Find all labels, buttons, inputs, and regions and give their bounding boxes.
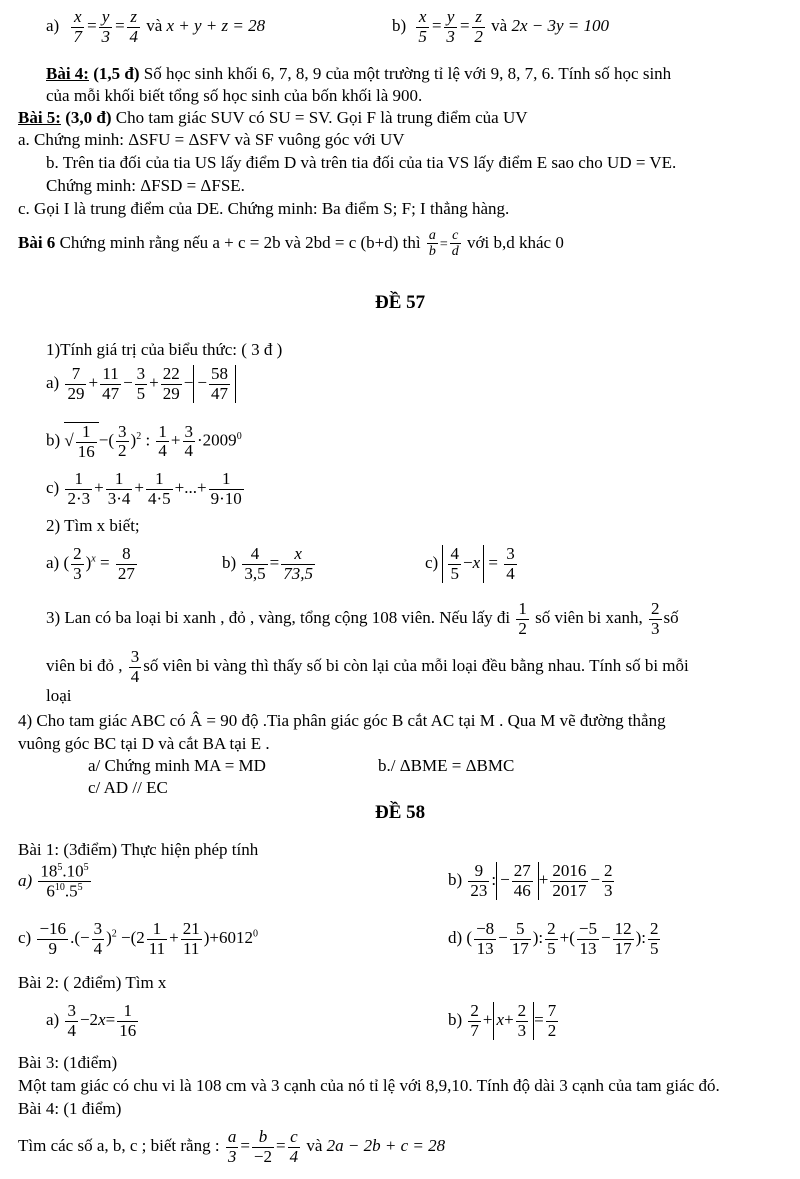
bai5-b1: b. Trên tia đối của tia US lấy điểm D và trên tia đối của tia VS lấy điểm E sao cho UD = VE. [46, 153, 677, 172]
top-a-row [46, 8, 265, 46]
de57-q4-a: a/ Chứng minh MA = MD [88, 756, 266, 775]
bai5-a: a. Chứng minh: ΔSFU = ΔSFV và SF vuông góc với UV [18, 130, 405, 149]
de57-q4-line1: 4) Cho tam giác ABC có Â = 90 độ .Tia phân giác góc B cắt AC tại M . Qua M vẽ đường thẳng [18, 711, 666, 730]
de57-q1c: c) $\frac{1}{2\cdot 3}$ + $\frac{1}{3\cdot 4}$ + $\frac{1}{4\cdot 5}$ +...+ $\frac{1}{9\cdot 10}$ [46, 469, 242, 508]
bai6-line: Bài 6 Chứng minh rằng nếu a + c = 2b và 2bd = c (b+d) thì $\frac{a}{b}$ = $\frac{c}{d}$ với b,d khác 0 [18, 228, 564, 260]
bai4-text2: của mỗi khối biết tổng số học sinh của bốn khối là 900. [46, 86, 423, 105]
de57-q3-line2: viên bi đỏ , $\frac{3}{4}$ số viên bi vàng thì thấy số bi còn lại của mỗi loại đều bằng nhau. Tính số bi mỗi [46, 647, 689, 686]
de57-heading: ĐỀ 57 [375, 292, 426, 313]
bai4-points: (1,5 đ) [93, 64, 140, 83]
de57-q4-line2: vuông góc BC tại D và cắt BA tại E . [18, 734, 270, 753]
de58-b1b: b) $\frac{9}{23}$ : − $\frac{27}{46}$ + $\frac{2016}{2017}$ − $\frac{2}{3}$ [448, 861, 613, 900]
de58-b2a: a) $\frac{3}{4}$ −2x= $\frac{1}{16}$ [46, 1001, 137, 1040]
q3-text5: số viên bi vàng thì thấy số bi còn lại của mỗi loại đều bằng nhau. Tính số bi mỗi [143, 656, 689, 676]
bai6-title: Bài 6 [18, 232, 56, 252]
math-a-eq: $\frac{x}{7}$ = $\frac{y}{3}$ = $\frac{z}{4}$ [73, 7, 138, 46]
and-word: và [491, 16, 508, 36]
math-bai6-frac: $\frac{a}{b}$ [428, 228, 436, 260]
bai4-title: Bài 4: [46, 64, 89, 83]
de58-b3-text: Một tam giác có chu vi là 108 cm và 3 cạnh của nó tỉ lệ với 8,9,10. Tính độ dài 3 cạnh của tam giác đó. [18, 1076, 720, 1095]
de58-b1d: d) ( $\frac{-8}{13}$ − $\frac{5}{17}$ ): $\frac{2}{5}$ +( $\frac{-5}{13}$ − $\frac{12}{17}$ ): $\frac{2}{5}$ [448, 919, 659, 958]
de57-q1a: a) $\frac{7}{29}$ + $\frac{11}{47}$ − $\frac{3}{5}$ + $\frac{22}{29}$ − − $\frac{58}{47}$ [46, 365, 236, 403]
top-b-row [392, 8, 609, 46]
q3-text2: số viên bi xanh, [535, 608, 643, 628]
label-b: b) [392, 16, 407, 36]
de58-b1: Bài 1: (3điểm) Thực hiện phép tính [18, 840, 259, 859]
de57-q4-c: c/ AD // EC [88, 778, 168, 797]
de57-q1b: b) √ $\frac{1}{16}$ −( $\frac{3}{2}$ )$^2$ : $\frac{1}{4}$ + $\frac{3}{4}$ $\cdot 2009^0$ [46, 421, 242, 461]
bai5-points: (3,0 đ) [65, 108, 112, 127]
de58-b1c: c) $\frac{-16}{9}$ .(− $\frac{3}{4}$ )$^2$ −(2 $\frac{1}{11}$ + $\frac{21}{11}$ )$+6012^0$ [18, 919, 258, 958]
de57-q3-line1: 3) Lan có ba loại bi xanh , đỏ , vàng, tổng cộng 108 viên. Nếu lấy đi $\frac{1}{2}$ số viên bi xanh, $\frac{2}{3}$ số [46, 599, 679, 638]
de58-b1a: a) $\frac{18^5.10^5}{6^{10}.5^5}$ [18, 861, 89, 901]
math-a-cond: x + y + z = 28 [166, 16, 266, 36]
de57-q4-b: b./ ΔBME = ΔBMC [378, 756, 515, 775]
de57-q2b: b) $\frac{4}{3,5}$ = $\frac{x}{73,5}$ [222, 544, 314, 583]
b4-text: Tìm các số a, b, c ; biết rằng : [18, 1136, 220, 1156]
bai5-text: Cho tam giác SUV có SU = SV. Gọi F là trung điểm của UV [115, 108, 528, 127]
de58-b4: Bài 4: (1 điểm) [18, 1099, 122, 1118]
de58-b4-line: Tìm các số a, b, c ; biết rằng : $\frac{a}{3}$ = $\frac{b}{-2}$ = $\frac{c}{4}$ và 2a − 2b + c = 28 [18, 1127, 446, 1166]
bai4-text1: Số học sinh khối 6, 7, 8, 9 của một trường tỉ lệ với 9, 8, 7, 6. Tính số học sinh [143, 64, 672, 83]
b4-cond: 2a − 2b + c = 28 [326, 1136, 446, 1156]
de57-q2a: a) ( $\frac{2}{3}$ )$^x$ = $\frac{8}{27}$ [46, 544, 135, 583]
label-a: a) [46, 16, 60, 36]
de58-heading: ĐỀ 58 [375, 802, 426, 823]
math-b-eq: $\frac{x}{5}$ = $\frac{y}{3}$ = $\frac{z}{2}$ [418, 7, 483, 46]
de58-b2: Bài 2: ( 2điểm) Tìm x [18, 973, 167, 992]
math-b-cond: 2x − 3y = 100 [511, 16, 609, 36]
q3-text4: viên bi đỏ , [46, 656, 123, 676]
de57-q2c: c) $\frac{4}{5}$ −x = $\frac{3}{4}$ [425, 544, 515, 583]
bai5-line [18, 108, 528, 128]
b4-and: và [306, 1136, 323, 1156]
bai4-line1 [46, 64, 671, 84]
de57-q3-line3: loại [46, 686, 72, 705]
q3-text1: 3) Lan có ba loại bi xanh , đỏ , vàng, tổng cộng 108 viên. Nếu lấy đi [46, 608, 511, 628]
and-word: và [146, 16, 163, 36]
bai5-c: c. Gọi I là trung điểm của DE. Chứng minh: Ba điểm S; F; I thẳng hàng. [18, 199, 510, 218]
de57-q1: 1)Tính giá trị của biểu thức: ( 3 đ ) [46, 340, 283, 359]
bai5-b2: Chứng minh: ΔFSD = ΔFSE. [46, 176, 245, 195]
de58-b2b: b) $\frac{2}{7}$ + x+ $\frac{2}{3}$ = $\frac{7}{2}$ [448, 1001, 557, 1040]
q3-text3: số [663, 608, 679, 628]
de57-q2: 2) Tìm x biết; [46, 516, 140, 535]
bai6-end: với b,d khác 0 [467, 232, 564, 252]
bai5-title: Bài 5: [18, 108, 61, 127]
de58-b3: Bài 3: (1điểm) [18, 1053, 118, 1072]
bai6-text: Chứng minh rằng nếu a + c = 2b và 2bd = c (b+d) thì [59, 232, 421, 252]
